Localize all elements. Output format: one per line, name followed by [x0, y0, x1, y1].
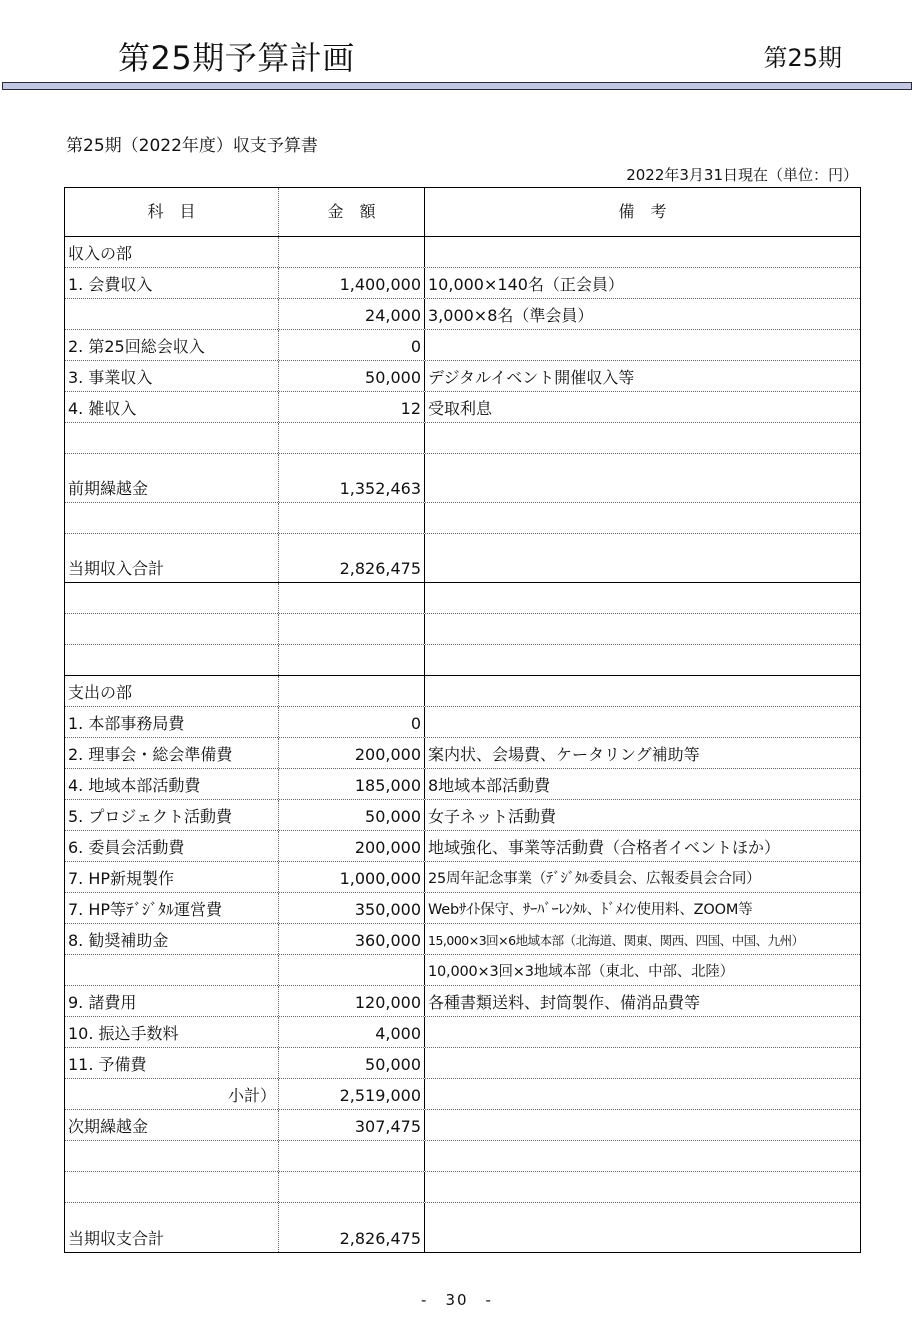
remarks-cell — [425, 1048, 860, 1078]
remarks-cell: 案内状、会場費、ケータリング補助等 — [428, 745, 700, 764]
item-cell: 11. 予備費 — [65, 1048, 279, 1078]
remarks-cell — [425, 614, 860, 644]
header-amount: 金 額 — [279, 188, 425, 236]
remarks-cell: 25周年記念事業（ﾃﾞｼﾞﾀﾙ委員会、広報委員会合同） — [428, 871, 761, 887]
table-row — [65, 534, 860, 583]
table-row — [65, 503, 860, 534]
table-row — [65, 330, 860, 361]
amount-cell: 185,000 — [279, 769, 425, 799]
remarks-cell — [425, 534, 860, 582]
page-title: 第25期予算計画 — [118, 39, 355, 77]
amount-cell: 12 — [279, 392, 425, 422]
remarks-cell — [425, 707, 860, 737]
item-cell — [65, 645, 279, 675]
remarks-cell: 地域強化、事業等活動費（合格者イベントほか） — [428, 838, 781, 857]
page-number: - 30 - — [421, 1291, 493, 1309]
table-row — [65, 738, 860, 769]
table-row — [65, 1172, 860, 1203]
table-row — [65, 614, 860, 645]
item-cell: 当期収入合計 — [65, 534, 279, 582]
table-row — [65, 392, 860, 423]
item-cell — [65, 423, 279, 453]
remarks-cell — [425, 1141, 860, 1171]
remarks-cell — [425, 454, 860, 502]
table-row — [65, 583, 860, 614]
remarks-cell — [425, 1079, 860, 1109]
amount-cell: 200,000 — [279, 831, 425, 861]
item-cell — [65, 299, 279, 329]
amount-cell: 50,000 — [279, 1048, 425, 1078]
remarks-cell: 各種書類送料、封筒製作、備消品費等 — [428, 993, 701, 1012]
item-cell — [65, 1141, 279, 1171]
period-label: 第25期 — [763, 44, 842, 72]
amount-cell: 24,000 — [279, 299, 425, 329]
item-cell — [65, 503, 279, 533]
table-row — [65, 268, 860, 299]
amount-cell — [279, 614, 425, 644]
amount-cell: 307,475 — [279, 1110, 425, 1140]
item-cell: 前期繰越金 — [65, 454, 279, 502]
table-row — [65, 862, 860, 893]
item-cell: 3. 事業収入 — [65, 361, 279, 391]
table-row — [65, 676, 860, 707]
table-row — [65, 1048, 860, 1079]
table-row — [65, 986, 860, 1017]
amount-cell: 0 — [279, 707, 425, 737]
remarks-cell: 3,000×8名（準会員） — [428, 306, 594, 325]
item-cell: 2. 理事会・総会準備費 — [65, 738, 279, 768]
remarks-cell — [425, 1172, 860, 1202]
remarks-cell — [425, 1017, 860, 1047]
item-cell: 4. 地域本部活動費 — [65, 769, 279, 799]
table-row — [65, 361, 860, 392]
remarks-cell — [425, 1203, 860, 1252]
remarks-cell — [425, 583, 860, 613]
item-cell: 8. 勧奨補助金 — [65, 924, 279, 954]
as-of-date: 2022年3月31日現在（単位：円） — [626, 166, 858, 184]
item-cell: 1. 本部事務局費 — [65, 707, 279, 737]
amount-cell — [279, 645, 425, 675]
amount-cell — [279, 237, 425, 267]
table-row — [65, 707, 860, 738]
header-divider-bar — [2, 82, 912, 90]
amount-cell: 0 — [279, 330, 425, 360]
item-cell: 次期繰越金 — [65, 1110, 279, 1140]
table-row — [65, 1203, 860, 1252]
table-row — [65, 1017, 860, 1048]
remarks-cell: 受取利息 — [428, 399, 493, 418]
item-cell: 1. 会費収入 — [65, 268, 279, 298]
amount-cell: 2,519,000 — [279, 1079, 425, 1109]
remarks-cell — [425, 423, 860, 453]
document-title: 第25期（2022年度）収支予算書 — [66, 136, 318, 156]
table-row — [65, 924, 860, 955]
amount-cell: 200,000 — [279, 738, 425, 768]
amount-cell: 360,000 — [279, 924, 425, 954]
amount-cell: 4,000 — [279, 1017, 425, 1047]
remarks-cell: 10,000×140名（正会員） — [428, 275, 624, 294]
table-row — [65, 454, 860, 503]
remarks-cell: デジタルイベント開催収入等 — [428, 368, 635, 387]
amount-cell: 1,400,000 — [279, 268, 425, 298]
item-cell: 当期収支合計 — [65, 1203, 279, 1252]
item-cell: 収入の部 — [65, 237, 279, 267]
remarks-cell — [425, 330, 860, 360]
header-remarks: 備 考 — [618, 202, 667, 221]
item-cell: 4. 雑収入 — [65, 392, 279, 422]
table-row — [65, 893, 860, 924]
item-cell — [65, 955, 279, 985]
amount-cell — [279, 955, 425, 985]
table-row — [65, 423, 860, 454]
item-cell — [65, 583, 279, 613]
header-item: 科 目 — [65, 188, 279, 236]
amount-cell — [279, 1172, 425, 1202]
remarks-cell: Webｻｲﾄ保守、ｻｰﾊﾞｰﾚﾝﾀﾙ、ﾄﾞﾒｲﾝ使用料、ZOOM等 — [428, 902, 753, 918]
table-row — [65, 831, 860, 862]
subtotal-label: 小計） — [65, 1079, 279, 1109]
item-cell — [65, 614, 279, 644]
table-row — [65, 645, 860, 676]
item-cell: 2. 第25回総会収入 — [65, 330, 279, 360]
remarks-cell — [425, 1110, 860, 1140]
remarks-cell — [425, 503, 860, 533]
item-cell: 支出の部 — [65, 676, 279, 706]
amount-cell — [279, 423, 425, 453]
item-cell: 5. プロジェクト活動費 — [65, 800, 279, 830]
table-row — [65, 299, 860, 330]
item-cell: 10. 振込手数料 — [65, 1017, 279, 1047]
table-row — [65, 800, 860, 831]
remarks-cell: 8地域本部活動費 — [428, 776, 551, 795]
amount-cell — [279, 503, 425, 533]
remarks-cell: 女子ネット活動費 — [428, 807, 557, 826]
table-row — [65, 769, 860, 800]
amount-cell — [279, 1141, 425, 1171]
table-row — [65, 237, 860, 268]
item-cell — [65, 1172, 279, 1202]
amount-cell: 350,000 — [279, 893, 425, 923]
amount-cell: 2,826,475 — [279, 1203, 425, 1252]
table-row — [65, 1110, 860, 1141]
item-cell: 9. 諸費用 — [65, 986, 279, 1016]
table-row — [65, 1141, 860, 1172]
subtotal-row — [65, 1079, 860, 1110]
item-cell: 7. HP新規製作 — [65, 862, 279, 892]
item-cell: 7. HP等ﾃﾞｼﾞﾀﾙ運営費 — [65, 893, 279, 923]
remarks-cell: 10,000×3回×3地域本部（東北、中部、北陸） — [428, 964, 734, 980]
remarks-cell — [425, 645, 860, 675]
item-cell: 6. 委員会活動費 — [65, 831, 279, 861]
table-header-row — [65, 188, 860, 237]
remarks-cell: 15,000×3回×6地域本部（北海道、関東、関西、四国、中国、九州） — [428, 933, 804, 948]
amount-cell: 50,000 — [279, 800, 425, 830]
table-row — [65, 955, 860, 986]
amount-cell: 120,000 — [279, 986, 425, 1016]
amount-cell: 1,352,463 — [279, 454, 425, 502]
budget-table — [64, 187, 861, 1253]
amount-cell: 1,000,000 — [279, 862, 425, 892]
amount-cell — [279, 676, 425, 706]
remarks-cell — [425, 676, 860, 706]
amount-cell: 50,000 — [279, 361, 425, 391]
remarks-cell — [425, 237, 860, 267]
amount-cell: 2,826,475 — [279, 534, 425, 582]
amount-cell — [279, 583, 425, 613]
